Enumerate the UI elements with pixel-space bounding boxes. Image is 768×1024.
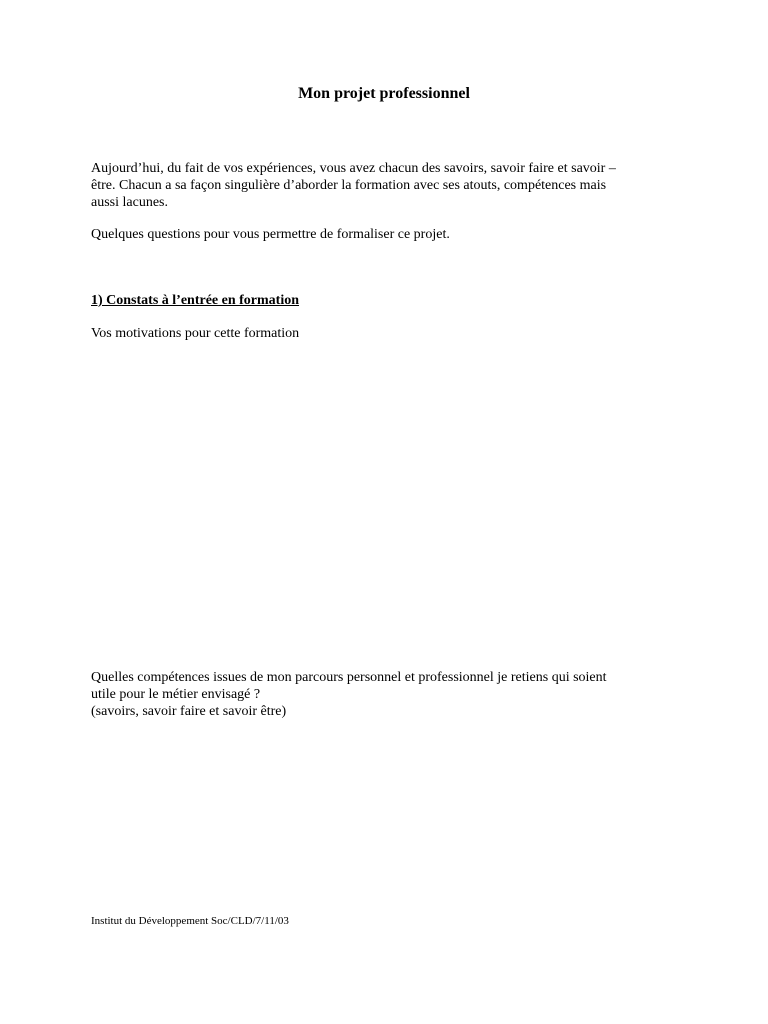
- question-competences: [91, 669, 691, 720]
- questions-intro: Quelques questions pour vous permettre de formaliser ce projet.: [91, 227, 450, 242]
- page-footer: Institut du Développement Soc/CLD/7/11/03: [91, 915, 289, 927]
- intro-line: aussi lacunes.: [91, 195, 168, 210]
- intro-paragraph: [91, 160, 691, 211]
- question-motivations: Vos motivations pour cette formation: [91, 326, 300, 341]
- question-line: Quelles compétences issues de mon parcours personnel et professionnel je retiens qui soient: [91, 670, 607, 685]
- intro-line: Aujourd’hui, du fait de vos expériences, vous avez chacun des savoirs, savoir faire et savoir –: [91, 161, 616, 176]
- question-line: utile pour le métier envisagé ?: [91, 687, 261, 702]
- page-title: Mon projet professionnel: [298, 85, 470, 102]
- intro-line: être. Chacun a sa façon singulière d’aborder la formation avec ses atouts, compétences mais: [91, 178, 607, 193]
- section-heading: 1) Constats à l’entrée en formation: [91, 293, 300, 308]
- question-line: (savoirs, savoir faire et savoir être): [91, 704, 287, 719]
